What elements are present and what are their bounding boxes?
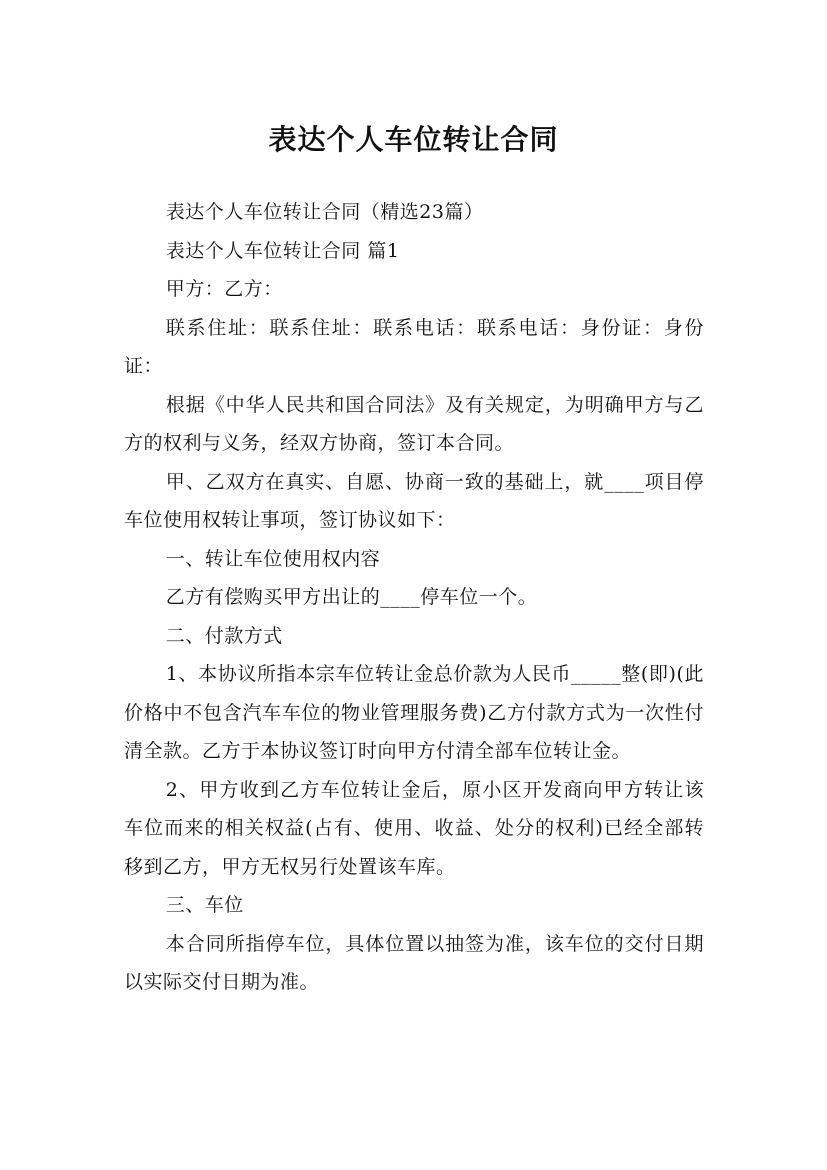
paragraph-section-heading: 表达个人车位转让合同 篇1 (165, 239, 400, 262)
paragraph-payment-1: 1、本协议所指本宗车位转让金总价款为人民币_____整(即)(此价格中不包含汽车车位的物业管理服务费)乙方付款方式为一次性付清全款。乙方于本协议签订时向甲方付清全部车位转让金。 (124, 663, 704, 762)
paragraph-heading-1: 一、转让车位使用权内容 (165, 547, 381, 570)
paragraph-basis: 根据《中华人民共和国合同法》及有关规定，为明确甲方与乙方的权利与义务，经双方协商，签订本合同。 (124, 393, 704, 454)
document-title: 表达个人车位转让合同 (268, 122, 559, 156)
paragraph-agreement: 甲、乙双方在真实、自愿、协商一致的基础上，就____项目停车位使用权转让事项，签订协议如下： (124, 470, 704, 531)
paragraph-heading-3: 三、车位 (165, 894, 244, 916)
paragraph-subtitle: 表达个人车位转让合同（精选23篇） (165, 201, 484, 223)
paragraph-purchase: 乙方有偿购买甲方出让的____停车位一个。 (165, 586, 538, 608)
paragraph-parking-space: 本合同所指停车位，具体位置以抽签为准，该车位的交付日期以实际交付日期为准。 (124, 932, 704, 993)
paragraph-heading-2: 二、付款方式 (165, 624, 283, 647)
paragraph-parties: 甲方：乙方： (165, 278, 283, 300)
paragraph-contact-info: 联系住址：联系住址：联系电话：联系电话：身份证：身份证： (124, 316, 704, 377)
document-body (124, 193, 704, 1002)
paragraph-payment-2: 2、甲方收到乙方车位转让金后，原小区开发商向甲方转让该车位而来的相关权益(占有、使用、收益、处分的权利)已经全部转移到乙方，甲方无权另行处置该车库。 (124, 778, 704, 878)
